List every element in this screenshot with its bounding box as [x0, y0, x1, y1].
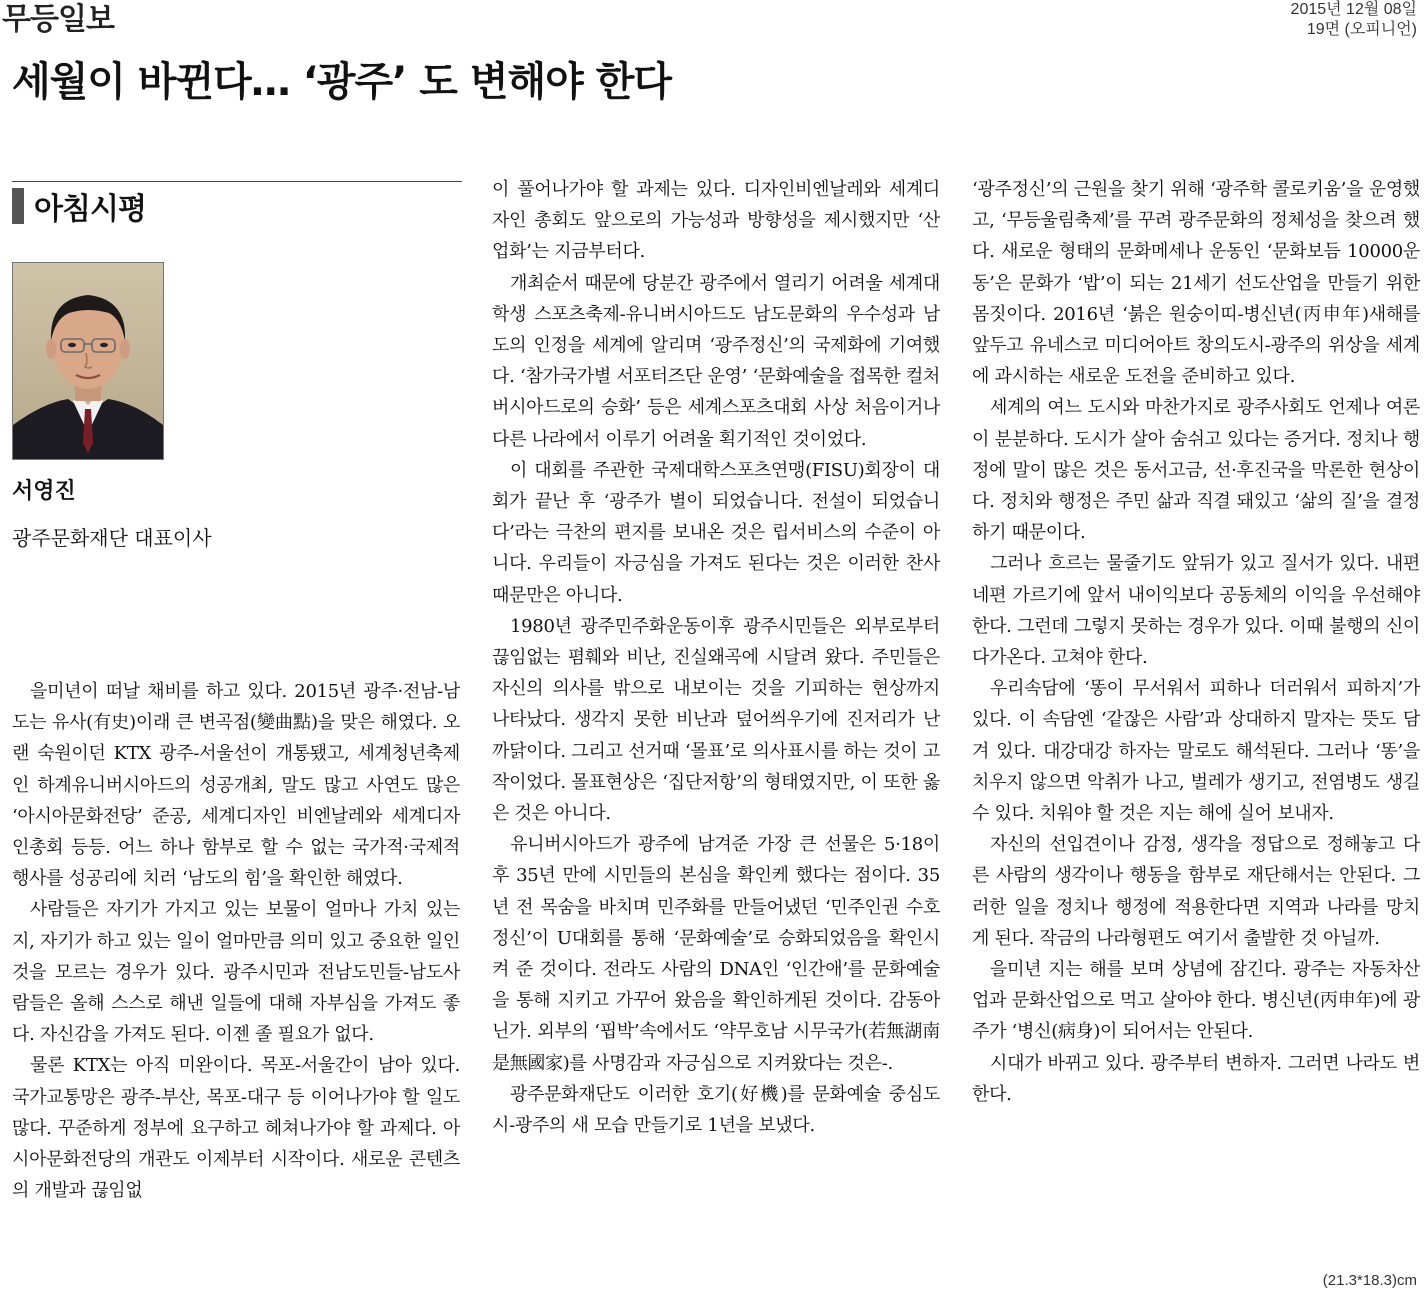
paragraph: 유니버시아드가 광주에 남겨준 가장 큰 선물은 5·18이후 35년 만에 시민들의 본심을 확인케 했다는 점이다. 35년 전 목숨을 바치며 민주화를 만들어냈던 ‘민주인권 수호정신’이 U대회를 통해 ‘문화예술’로 승화되었음을 확인시켜 준 것이다. 전라도 사람의 DNA인 ‘인간애’를 문화예술을 통해 지키고 가꾸어 왔음을 확인하게된 것이다. 감동아닌가. 외부의 ‘핍박’속에서도 ‘약무호남 시무국가(若無湖南 是無國家)를 사명감과 자긍심으로 지켜왔다는 것은-.	[492, 834, 940, 1074]
paragraph: 개최순서 때문에 당분간 광주에서 열리기 어려울 세계대학생 스포츠축제-유니버시아드도 남도문화의 우수성과 남도의 인정을 세계에 알리며 ‘광주정신’의 국제화에 기여했다. ‘참가국가별 서포터즈단 운영’ ‘문화예술을 접목한 컬처버시아드로의 승화’ 등은 세계스포츠대회 사상 처음이거나 다른 나라에서 이루기 어려울 획기적인 것이었다.	[492, 272, 940, 450]
section-title: 아침시평	[34, 192, 146, 227]
author-photo	[12, 262, 164, 460]
article-column-1	[12, 676, 460, 1206]
article-column-3	[972, 174, 1420, 1110]
paragraph: 우리속담에 ‘똥이 무서워서 피하나 더러워서 피하지’가 있다. 이 속담엔 ‘같잖은 사람’과 상대하지 말자는 뜻도 담겨 있다. 대강대강 하자는 말로도 해석된다. 그러나 ‘똥’을 치우지 않으면 악취가 나고, 벌레가 생기고, 전염병도 생길수 있다. 치워야 할 것은 지는 해에 실어 보내자.	[972, 678, 1420, 825]
section-divider	[12, 181, 462, 182]
paragraph: 이 대회를 주관한 국제대학스포츠연맹(FISU)회장이 대회가 끝난 후 ‘광주가 별이 되었습니다. 전설이 되었습니다’라는 극찬의 편지를 보내온 것은 립서비스의 수준이 아니다. 우리들이 자긍심을 가져도 된다는 것은 이러한 찬사 때문만은 아니다.	[492, 459, 940, 606]
publication-date: 2015년 12월 08일	[1290, 1, 1417, 18]
author-name: 서영진	[12, 479, 76, 504]
section-marker	[12, 188, 24, 224]
paragraph: ‘광주정신’의 근원을 찾기 위해 ‘광주학 콜로키움’을 운영했고, ‘무등울림축제’를 꾸려 광주문화의 정체성을 찾으려 했다. 새로운 형태의 문화메세나 운동인 ‘문화보듬 10000운동’은 문화가 ‘밥’이 되는 21세기 선도산업을 만들기 위한 몸짓이다. 2016년 ‘붉은 원숭이띠-병신년(丙申年)새해를 앞두고 유네스코 미디어아트 창의도시-광주의 위상을 세계에 과시하는 새로운 도전을 준비하고 있다.	[972, 179, 1420, 388]
paragraph: 물론 KTX는 아직 미완이다. 목포-서울간이 남아 있다. 국가교통망은 광주-부산, 목포-대구 등 이어나가야 할 일도 많다. 꾸준하게 정부에 요구하고 헤쳐나가야 할 과제다. 아시아문화전당의 개관도 이제부터 시작이다. 새로운 콘텐츠의 개발과 끊임없	[12, 1055, 460, 1202]
paragraph: 자신의 선입견이나 감정, 생각을 정답으로 정해놓고 다른 사람의 생각이나 행동을 함부로 재단해서는 안된다. 그러한 일을 정치나 행정에 적용한다면 지역과 나라를 망치게 된다. 작금의 나라형편도 여기서 출발한 것 아닐까.	[972, 834, 1420, 949]
paragraph: 1980년 광주민주화운동이후 광주시민들은 외부로부터 끊임없는 폄훼와 비난, 진실왜곡에 시달려 왔다. 주민들은 자신의 의사를 밖으로 내보이는 것을 기피하는 현상까지 나타났다. 생각지 못한 비난과 덮어씌우기에 진저리가 난 까닭이다. 그리고 선거때 ‘몰표’로 의사표시를 하는 것이 고작이었다. 몰표현상은 ‘집단저항’의 형태였지만, 이 또한 옳은 것은 아니다.	[492, 615, 940, 825]
paragraph: 을미년이 떠날 채비를 하고 있다. 2015년 광주·전남-남도는 유사(有史)이래 큰 변곡점(變曲點)을 맞은 해였다. 오랜 숙원이던 KTX 광주-서울선이 개통됐고, 세계청년축제인 하계유니버시아드의 성공개최, 말도 많고 사연도 많은 ‘아시아문화전당’ 준공, 세계디자인 비엔날레와 세계디자인총회 등등. 어느 하나 함부로 할 수 없는 국가적·국제적 행사를 성공리에 치러 ‘남도의 힘’을 확인한 해였다.	[12, 681, 460, 890]
paragraph: 광주문화재단도 이러한 호기(好機)를 문화예술 중심도시-광주의 새 모습 만들기로 1년을 보냈다.	[492, 1083, 940, 1137]
author-portrait-image	[13, 263, 163, 459]
paragraph: 사람들은 자기가 가지고 있는 보물이 얼마나 가치 있는지, 자기가 하고 있는 일이 얼마만큼 의미 있고 중요한 일인 것을 모르는 경우가 있다. 광주시민과 전남도민들-남도사람들은 올해 스스로 해낸 일들에 대해 자부심을 가져도 좋다. 자신감을 가져도 된다. 이젠 졸 필요가 없다.	[12, 899, 460, 1046]
paragraph: 이 풀어나가야 할 과제는 있다. 디자인비엔날레와 세계디자인 총회도 앞으로의 가능성과 방향성을 제시했지만 ‘산업화’는 지금부터다.	[492, 179, 940, 263]
article-column-2	[492, 174, 940, 1141]
paragraph: 세계의 여느 도시와 마찬가지로 광주사회도 언제나 여론이 분분하다. 도시가 살아 숨쉬고 있다는 증거다. 정치나 행정에 말이 많은 것은 동서고금, 선·후진국을 막론한 현상이다. 정치와 행정은 주민 삶과 직결 돼있고 ‘삶의 질’을 결정하기 때문이다.	[972, 397, 1420, 544]
paragraph: 을미년 지는 해를 보며 상념에 잠긴다. 광주는 자동차산업과 문화산업으로 먹고 살아야 한다. 병신년(丙申年)에 광주가 ‘병신(病身)이 되어서는 안된다.	[972, 959, 1420, 1043]
page-section: 19면 (오피니언)	[1306, 21, 1417, 38]
newspaper-masthead: 무등일보	[2, 2, 114, 37]
article-headline: 세월이 바뀐다… ‘광주’ 도 변해야 한다	[12, 59, 671, 105]
author-title: 광주문화재단 대표이사	[12, 526, 212, 550]
paragraph: 그러나 흐르는 물줄기도 앞뒤가 있고 질서가 있다. 내편 네편 가르기에 앞서 내이익보다 공동체의 이익을 우선해야 한다. 그런데 그렇지 못하는 경우가 있다. 이때 불행의 신이 다가온다. 고쳐야 한다.	[972, 553, 1420, 669]
clipping-size: (21.3*18.3)cm	[1322, 1272, 1417, 1289]
publication-meta	[1291, 0, 1417, 40]
paragraph: 시대가 바뀌고 있다. 광주부터 변하자. 그러면 나라도 변한다.	[972, 1052, 1420, 1105]
column-section-label	[12, 186, 146, 226]
